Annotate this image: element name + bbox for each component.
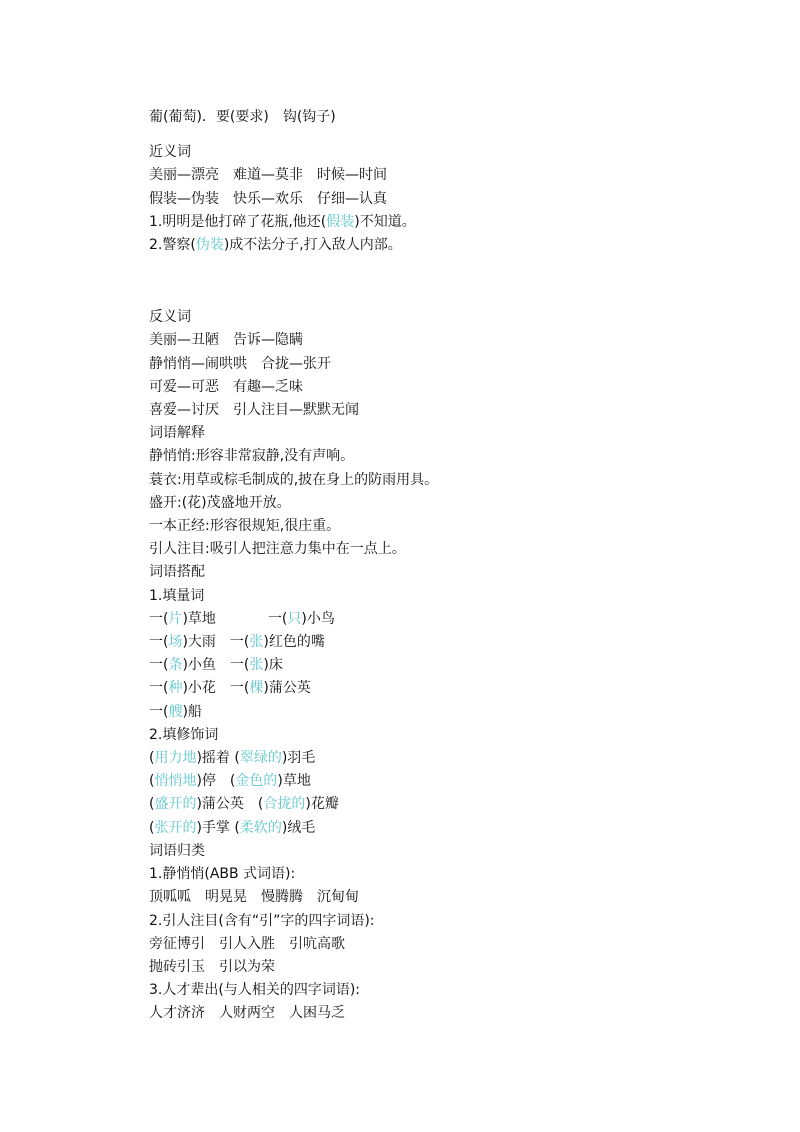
classification-words: 人才济济 人财两空 人困马乏 xyxy=(149,1005,345,1022)
answer-text: 悄悄地 xyxy=(154,773,197,790)
antonyms-line: 美丽—丑陋 告诉—隐瞒 xyxy=(149,332,303,349)
explanation-line: 一本正经:形容很规矩,很庄重。 xyxy=(149,518,341,535)
antonyms-line: 喜爱—讨厌 引人注目—默默无闻 xyxy=(149,402,359,419)
top-line: 葡(葡萄)．要(要求) 钩(钩子) xyxy=(149,109,336,125)
explanations-heading: 词语解释 xyxy=(149,425,205,442)
antonyms-line: 可爱—可恶 有趣—乏味 xyxy=(149,378,303,395)
classification-words: 旁征博引 引人入胜 引吭高歌 xyxy=(149,935,345,952)
answer-text: 盛开的 xyxy=(154,796,197,813)
classification-title: 2.引人注目(含有“引”字的四字词语): xyxy=(149,912,375,929)
explanation-line: 蓑衣:用草或棕毛制成的,披在身上的防雨用具。 xyxy=(149,471,439,488)
synonym-sentence-1: 1.明明是他打碎了花瓶,他还(假装)不知道。 xyxy=(149,213,416,230)
answer-text: 假装 xyxy=(326,213,355,230)
explanations-section xyxy=(149,422,769,561)
modifier-row: (盛开的)蒲公英 (合拢的)花瓣 xyxy=(149,796,339,813)
answer-text: 伪装 xyxy=(195,237,224,254)
classification-heading: 词语归类 xyxy=(149,842,205,859)
answer-text: 艘 xyxy=(168,703,183,720)
measure-word-row: 一(种)小花 一(棵)蒲公英 xyxy=(149,680,311,697)
measure-word-row: 一(条)小鱼 一(张)床 xyxy=(149,657,283,674)
answer-text: 张 xyxy=(249,657,264,674)
answer-text: 棵 xyxy=(249,680,264,697)
synonym-sentence-2: 2.警察(伪装)成不法分子,打入敌人内部。 xyxy=(149,237,402,254)
antonyms-section xyxy=(149,306,769,422)
explanation-line: 静悄悄:形容非常寂静,没有声响。 xyxy=(149,448,355,465)
answer-text: 只 xyxy=(287,610,302,627)
modifier-row: (张开的)手掌 (柔软的)绒毛 xyxy=(149,819,316,836)
synonyms-line: 假装—伪装 快乐—欢乐 仔细—认真 xyxy=(149,190,387,207)
classification-title: 3.人才辈出(与人相关的四字词语): xyxy=(149,982,360,999)
answer-text: 合拢的 xyxy=(263,796,306,813)
classification-section xyxy=(149,840,769,1026)
classification-words: 抛砖引玉 引以为荣 xyxy=(149,958,275,975)
collocation-heading: 词语搭配 xyxy=(149,564,205,581)
measure-word-row: 一(场)大雨 一(张)红色的嘴 xyxy=(149,634,325,651)
classification-title: 1.静悄悄(ABB 式词语): xyxy=(149,866,296,883)
antonyms-heading: 反义词 xyxy=(149,309,191,326)
answer-text: 柔软的 xyxy=(239,819,282,836)
measure-word-row: 一(片)草地 一(只)小鸟 xyxy=(149,610,335,627)
measure-word-row: 一(艘)船 xyxy=(149,703,202,720)
answer-text: 种 xyxy=(168,680,183,697)
explanation-line: 引人注目:吸引人把注意力集中在一点上。 xyxy=(149,541,406,558)
modifier-title: 2.填修饰词 xyxy=(149,726,219,743)
synonyms-line: 美丽—漂亮 难道—莫非 时候—时间 xyxy=(149,167,387,184)
answer-text: 条 xyxy=(168,657,183,674)
answer-text: 场 xyxy=(168,634,183,651)
answer-text: 金色的 xyxy=(235,773,278,790)
classification-words: 顶呱呱 明晃晃 慢腾腾 沉甸甸 xyxy=(149,889,359,906)
collocation-section xyxy=(149,561,769,839)
modifier-row: (悄悄地)停 (金色的)草地 xyxy=(149,773,311,790)
synonyms-section xyxy=(149,141,769,257)
synonyms-heading: 近义词 xyxy=(149,144,191,161)
answer-text: 张开的 xyxy=(154,819,197,836)
explanation-line: 盛开:(花)茂盛地开放。 xyxy=(149,494,291,511)
answer-text: 张 xyxy=(249,634,264,651)
antonyms-line: 静悄悄—闹哄哄 合拢—张开 xyxy=(149,355,331,372)
measure-word-title: 1.填量词 xyxy=(149,587,205,604)
answer-text: 翠绿的 xyxy=(239,750,282,767)
answer-text: 片 xyxy=(168,610,183,627)
modifier-row: (用力地)摇着 (翠绿的)羽毛 xyxy=(149,750,316,767)
worksheet-page xyxy=(149,106,769,1026)
answer-text: 用力地 xyxy=(154,750,197,767)
